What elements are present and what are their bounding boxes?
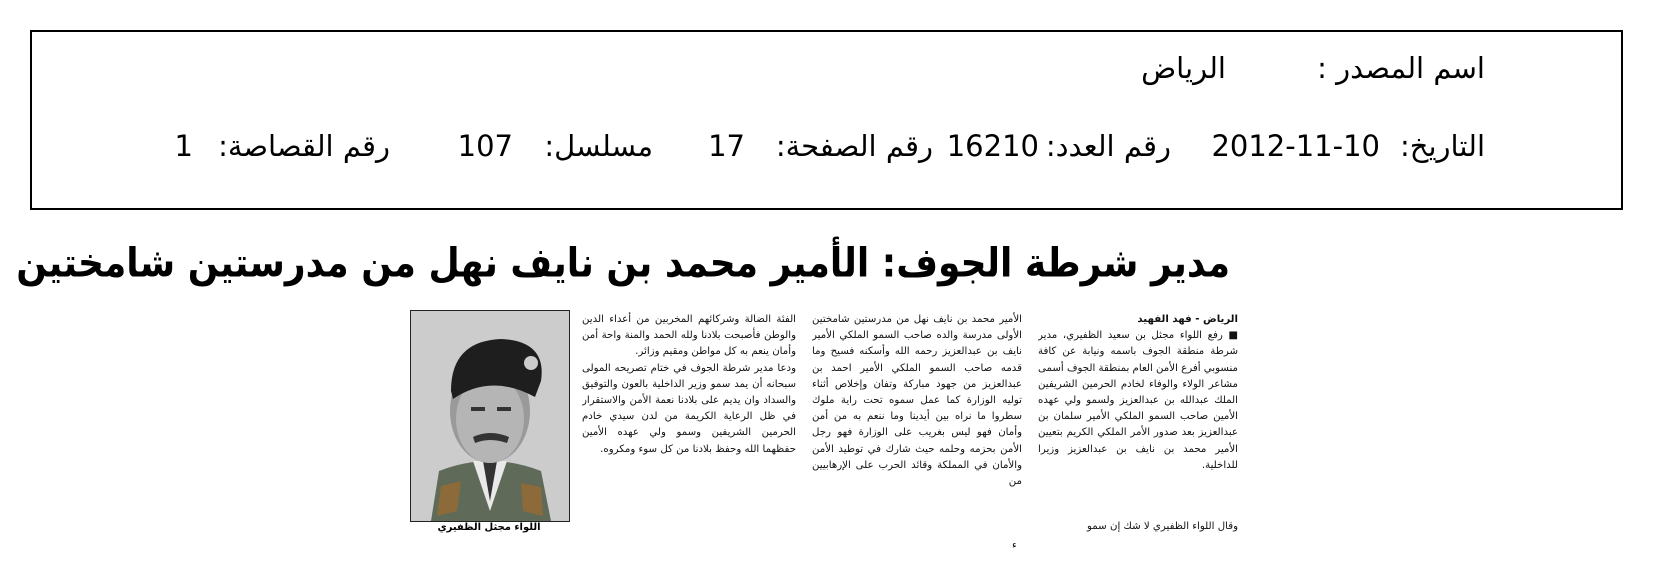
column-1-text: ■ رفع اللواء مجثل بن سعيد الظفيري، مدير شرطة منطقة الجوف باسمه ونيابة عن كافة منسوبي أفرع الأمن العام بمنطقة الجوف أسمى مشاعر الولاء والوفاء لخادم الحرمين الشريفين الملك عبدالله بن عبدالعزيز ولسمو ولي عهده الأمين صاحب السمو الملكي الأمير سلمان بن عبدالعزيز بعد صدور الأمر الملكي الكريم بتعيين الأمير محمد بن نايف بن عبدالعزيز وزيرا للداخلية. — [1038, 330, 1238, 471]
article-headline: مدير شرطة الجوف: الأمير محمد بن نايف نهل من مدرستين شامختين — [16, 240, 1230, 287]
page-label: رقم الصفحة: — [775, 129, 933, 163]
portrait-image — [411, 311, 569, 521]
column-2-text: الأمير محمد بن نايف نهل من مدرستين شامختين الأولى مدرسة والده صاحب السمو الملكي الأمير نايف بن عبدالعزيز رحمه الله وأسكنه فسيح وما قدمه صاحب السمو الملكي الأمير احمد بن عبدالعزيز من جهود مباركة وتفان وإخلاص أثناء توليه الوزارة كما عمل سموه تحت راية ملوك سطروا ما نراه بين أيدينا وما ننعم به من أمن وأمان فهو ليس بغريب على الوزارة فهو رجل الأمن بحزمه وحلمه حيث شارك في توطيد الأمن والأمان في المملكة وقائد الحرب على الإرهابيين من — [812, 314, 1022, 488]
article-column-3 — [582, 312, 796, 540]
clip-value: 1 — [174, 129, 193, 163]
page-value: 17 — [708, 129, 745, 163]
photo-caption: اللواء مجثل الظفيري — [437, 522, 541, 533]
issue-label: رقم العدد: — [1045, 129, 1171, 163]
article-column-2 — [812, 312, 1022, 540]
clip-label: رقم القصاصة: — [218, 129, 390, 163]
serial-value: 107 — [457, 129, 513, 163]
column-3-paragraph-1: الفئة الضالة وشركائهم المخربين من أعداء الدين والوطن فأصبحت بلادنا ولله الحمد والمنة واحة أمن وأمان ينعم به كل مواطن ومقيم وزائر. — [582, 314, 796, 358]
column-3-paragraph-2: ودعا مدير شرطة الجوف في ختام تصريحه المولى سبحانه أن يمد سمو وزير الداخلية بالعون والتوفيق والسداد وان يديم على بلادنا نعمة الأمن والاستقرار في ظل الرعاية الكريمة من لدن سيدي خادم الحرمين الشريفين وسمو ولي عهده الأمين حفظهما الله وحفظ بلادنا من كل سوء ومكروه. — [582, 362, 796, 455]
date-label: التاريخ: — [1399, 129, 1485, 163]
column-1-end: وقال اللواء الظفيري لا شك إن سمو — [1087, 521, 1238, 532]
source-label: اسم المصدر : — [1317, 51, 1485, 85]
article-column-1 — [1038, 312, 1238, 552]
page-mark: ء — [1012, 540, 1017, 551]
officer-portrait-photo — [410, 310, 570, 522]
date-value: 2012-11-10 — [1211, 129, 1380, 163]
source-value: الرياض — [1141, 51, 1226, 85]
issue-value: 16210 — [946, 129, 1039, 163]
serial-label: مسلسل: — [544, 129, 653, 163]
article-byline: الرياض - فهد الفهيد — [1137, 314, 1238, 325]
